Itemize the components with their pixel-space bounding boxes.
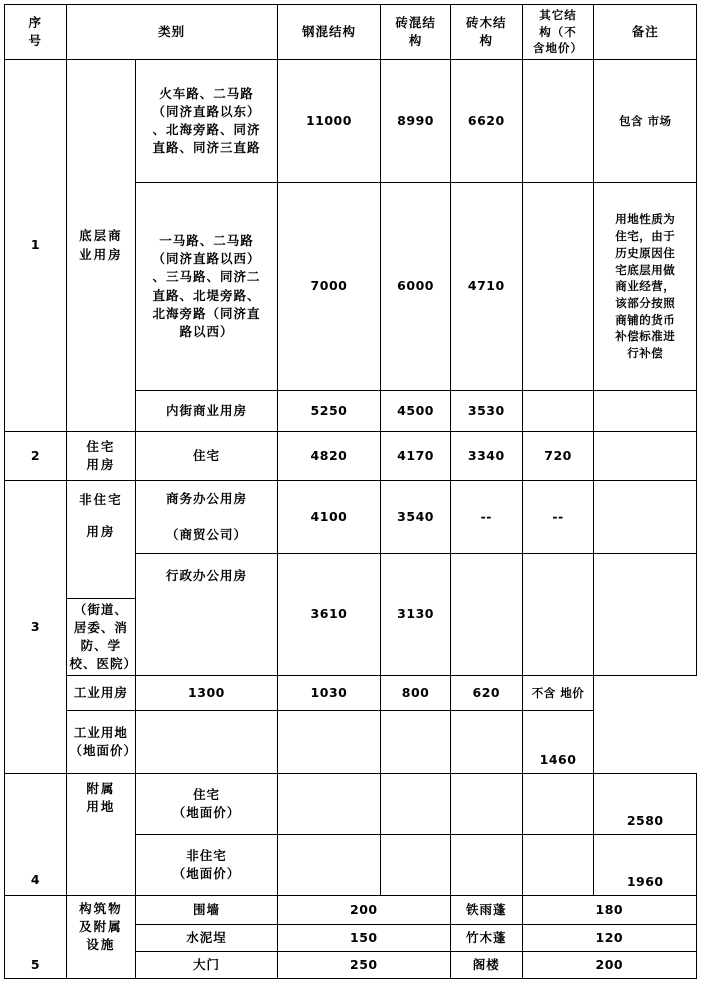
remark-line8: 补偿标准进	[615, 329, 676, 344]
value-concrete: 3610	[277, 554, 381, 676]
structure-name-b: 阁楼	[450, 952, 522, 979]
value-brick-wood	[450, 835, 522, 896]
row-index-5: 5	[5, 896, 67, 979]
value-brick-concrete: 8990	[381, 60, 451, 183]
structure-value-a: 200	[277, 896, 450, 925]
value-concrete: 4820	[277, 432, 381, 481]
sub-line5: 北海旁路（同济直	[152, 305, 261, 321]
value-other	[522, 774, 594, 835]
row-category-5	[66, 896, 136, 979]
category-line2: 用房	[86, 524, 116, 540]
value-brick-wood: 800	[381, 676, 451, 711]
sub-line3: 、三马路、同济二	[152, 269, 261, 285]
value-brick-concrete: 3540	[381, 481, 451, 554]
value-concrete: 7000	[277, 183, 381, 391]
remark-line6: 该部分按照	[615, 295, 676, 310]
value-concrete	[277, 835, 381, 896]
category-gap	[70, 509, 133, 523]
sub-label	[136, 774, 277, 835]
value-brick-concrete: 4500	[381, 391, 451, 432]
header-index-line2: 号	[28, 33, 42, 48]
structure-value-a: 150	[277, 925, 450, 952]
sub-line1: 住宅	[192, 786, 220, 802]
value-remark	[594, 554, 697, 676]
sub-line4: 直路、北堤旁路、	[152, 287, 261, 303]
value-brick-concrete: 3130	[381, 554, 451, 676]
sub-label	[66, 598, 136, 676]
value-brick-wood	[450, 554, 522, 676]
value-brick-wood	[381, 711, 451, 774]
sub-line3: 、北海旁路、同济	[152, 122, 261, 138]
table-row	[5, 481, 697, 518]
category-line2: 及附属	[79, 919, 123, 935]
header-remark: 备注	[594, 5, 697, 60]
value-other	[522, 391, 594, 432]
sub-label: 住宅	[136, 432, 277, 481]
remark-line3: 历史原因住	[615, 245, 676, 260]
sub-line2: （地面价）	[172, 805, 241, 821]
value-brick-wood: 4710	[450, 183, 522, 391]
row-index-4: 4	[5, 774, 67, 896]
row-index-1: 1	[5, 60, 67, 432]
sub-label	[136, 835, 277, 896]
structure-name-b: 铁雨蓬	[450, 896, 522, 925]
value-brick-concrete	[277, 711, 381, 774]
sub-line2: （街道、居委、消	[73, 601, 128, 635]
category-line1: 非住宅	[79, 492, 123, 508]
value-other	[450, 711, 522, 774]
sub-line1: 工业用地	[73, 724, 128, 740]
remark-line1: 用地性质为	[615, 212, 676, 227]
header-brick-wood-line1: 砖木结	[466, 14, 507, 30]
table-row	[5, 432, 697, 481]
sub-line2: （地面价）	[69, 743, 138, 759]
value-remark: 1960	[594, 835, 697, 896]
header-index	[5, 5, 67, 60]
row-category-3	[66, 481, 136, 599]
table-row	[5, 711, 697, 774]
category-line1: 住宅	[86, 438, 116, 454]
value-brick-concrete	[381, 835, 451, 896]
value-concrete: 11000	[277, 60, 381, 183]
sub-label: （商贸公司）	[136, 517, 277, 554]
structure-value-b: 180	[522, 896, 696, 925]
value-other: 620	[450, 676, 522, 711]
sub-line2: （地面价）	[172, 866, 241, 882]
value-brick-concrete: 4170	[381, 432, 451, 481]
value-brick-wood: 6620	[450, 60, 522, 183]
table-row	[5, 676, 697, 711]
row-index-2: 2	[5, 432, 67, 481]
value-remark: 包含 市场	[594, 60, 697, 183]
sub-line1: 一马路、二马路	[159, 233, 254, 249]
sub-line1: 火车路、二马路	[159, 85, 254, 101]
sub-line6: 路以西）	[179, 323, 234, 339]
sub-label	[136, 60, 277, 183]
header-other-line2: 构（不	[539, 24, 577, 39]
category-line1: 构筑物	[79, 901, 123, 917]
header-other-line1: 其它结	[539, 8, 577, 22]
header-brick-concrete-line2: 构	[408, 33, 423, 48]
header-category: 类别	[66, 5, 277, 60]
value-remark: 不含 地价	[522, 676, 594, 711]
category-line1: 附属	[86, 781, 116, 797]
value-remark	[594, 183, 697, 391]
row-index-3: 3	[5, 481, 67, 774]
header-other	[522, 5, 594, 60]
structure-name-b: 竹木蓬	[450, 925, 522, 952]
header-brick-wood-line2: 构	[479, 33, 494, 48]
table-header-row	[5, 5, 697, 60]
value-other	[522, 554, 594, 676]
value-other: 720	[522, 432, 594, 481]
value-brick-wood	[450, 774, 522, 835]
table-row	[5, 774, 697, 835]
header-concrete: 钢混结构	[277, 5, 381, 60]
structure-name-a: 大门	[136, 952, 277, 979]
remark-line9: 行补偿	[627, 345, 664, 360]
value-brick-wood: 3340	[450, 432, 522, 481]
value-remark	[594, 432, 697, 481]
header-index-line1: 序	[28, 14, 42, 30]
sub-line1: 非住宅	[186, 847, 227, 863]
value-other	[522, 183, 594, 391]
structure-value-b: 120	[522, 925, 696, 952]
sub-label: 工业用房	[66, 676, 136, 711]
value-concrete: 1300	[136, 676, 277, 711]
sub-label: 行政办公用房	[136, 554, 277, 599]
value-concrete: 5250	[277, 391, 381, 432]
header-brick-wood	[450, 5, 522, 60]
value-brick-wood: --	[450, 481, 522, 554]
value-other: --	[522, 481, 594, 554]
category-line3: 设施	[86, 937, 116, 953]
value-brick-concrete: 6000	[381, 183, 451, 391]
structure-value-a: 250	[277, 952, 450, 979]
sub-line3: 防、学校、医院）	[69, 637, 138, 671]
value-remark: 2580	[594, 774, 697, 835]
sub-line2: （同济直路以东）	[152, 103, 261, 119]
table-row	[5, 60, 697, 183]
category-line1: 底层商	[79, 228, 123, 244]
compensation-standards-table	[4, 4, 697, 979]
value-brick-wood: 3530	[450, 391, 522, 432]
structure-name-a: 水泥埕	[136, 925, 277, 952]
structure-name-a: 围墙	[136, 896, 277, 925]
category-line2: 用房	[86, 457, 116, 473]
value-other	[522, 835, 594, 896]
sub-label	[66, 711, 136, 774]
value-remark	[594, 481, 697, 554]
category-line2: 业用房	[79, 246, 123, 262]
header-other-line3: 含地价）	[533, 41, 584, 56]
table-row	[5, 896, 697, 925]
row-category-2	[66, 432, 136, 481]
value-remark	[594, 391, 697, 432]
header-brick-concrete	[381, 5, 451, 60]
value-brick-concrete: 1030	[277, 676, 381, 711]
remark-line7: 商铺的货币	[615, 312, 676, 327]
header-brick-concrete-line1: 砖混结	[395, 14, 436, 30]
category-line2: 用地	[86, 799, 116, 815]
value-concrete	[136, 711, 277, 774]
sub-label: 商务办公用房	[136, 481, 277, 518]
sub-label	[136, 183, 277, 391]
value-remark: 1460	[522, 711, 594, 774]
remark-line4: 宅底层用做	[615, 262, 676, 277]
remark-line2: 住宅，由于	[615, 229, 676, 244]
value-concrete	[277, 774, 381, 835]
structure-value-b: 200	[522, 952, 696, 979]
value-concrete: 4100	[277, 481, 381, 554]
remark-line5: 商业经营，	[615, 279, 676, 294]
value-other	[522, 60, 594, 183]
sub-line4: 直路、同济三直路	[152, 140, 261, 156]
value-brick-concrete	[381, 774, 451, 835]
sub-line2: （同济直路以西）	[152, 251, 261, 267]
row-category-4	[66, 774, 136, 896]
row-category-1	[66, 60, 136, 432]
sub-label: 内街商业用房	[136, 391, 277, 432]
